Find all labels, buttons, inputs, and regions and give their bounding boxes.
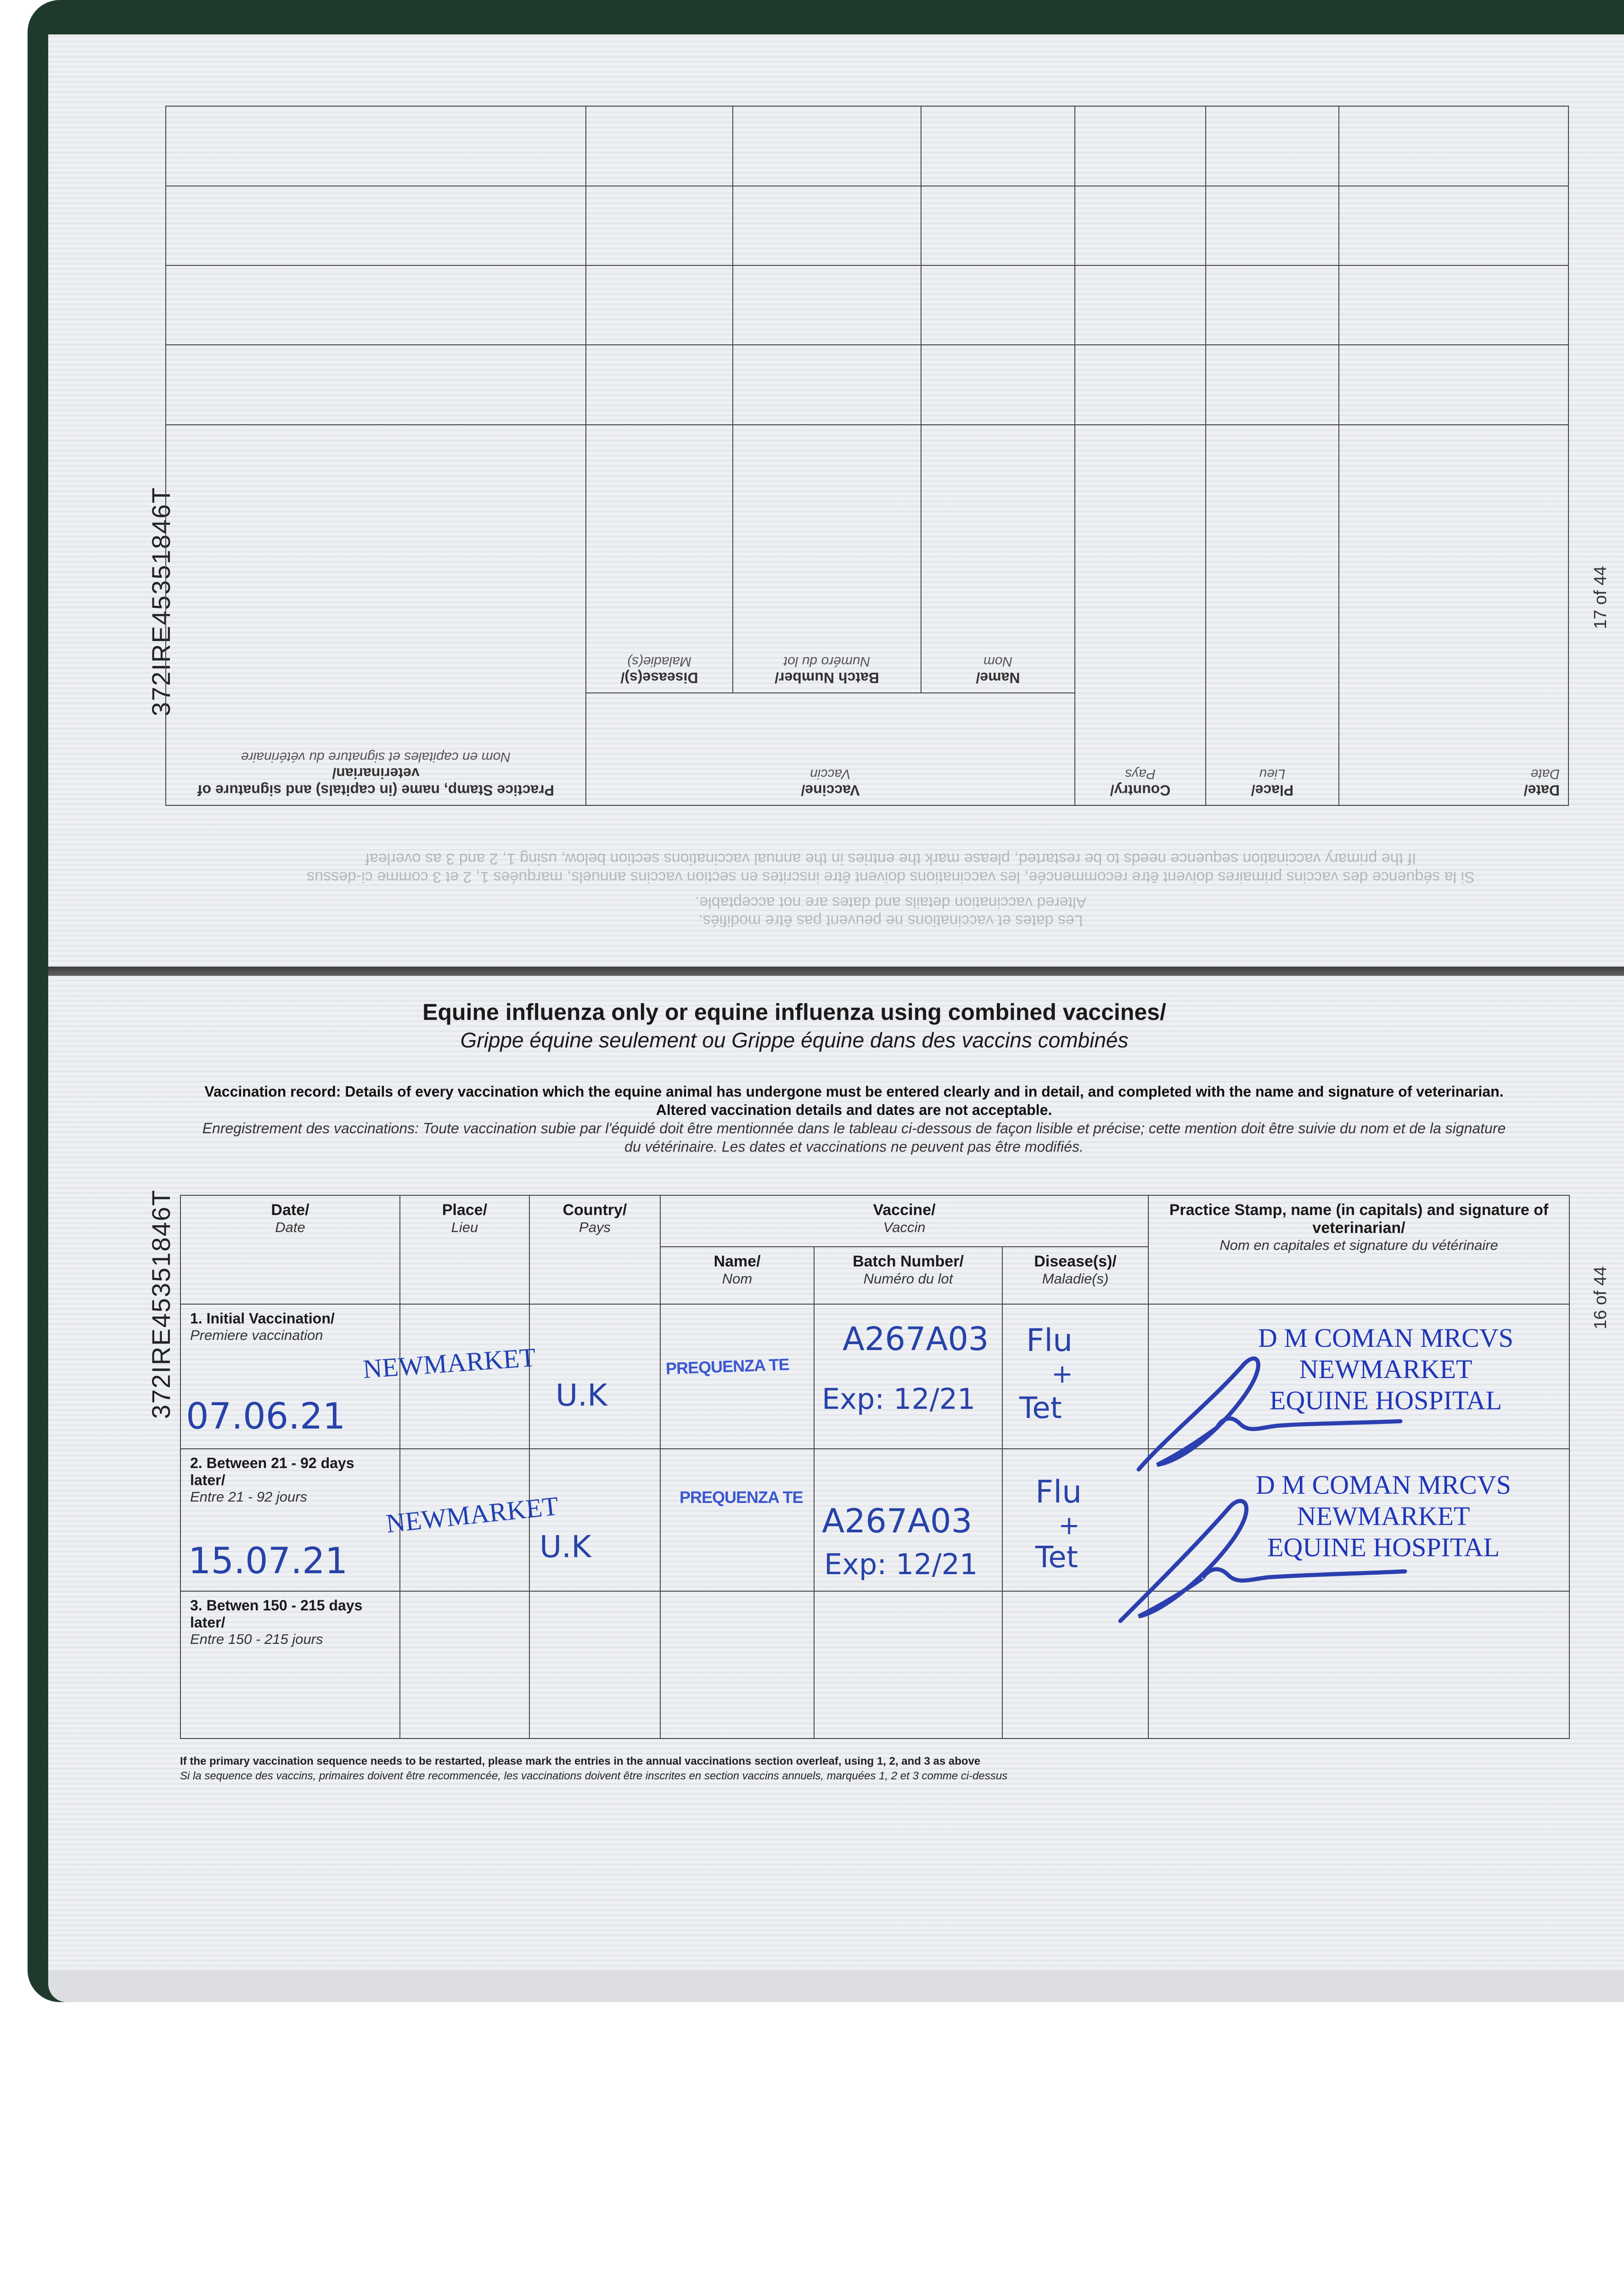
- row2-disease-2: Tet: [1035, 1541, 1078, 1575]
- faint-note-3: Altered vaccination details and dates are not acceptable.: [695, 894, 1087, 911]
- flip-header-vaccine: Vaccine/ Vaccin: [586, 693, 1075, 805]
- row1-country: U.K: [556, 1378, 607, 1413]
- footnote-en: If the primary vaccination sequence needs to be restarted, please mark the entries in the annual vaccinations section overleaf, using 1, 2, and 3 as above: [180, 1755, 981, 1767]
- flip-header-country: Country/ Pays: [1075, 425, 1206, 805]
- flip-header-disease: Disease(s)/ Maladie(s): [586, 425, 733, 693]
- row2-date: 15.07.21: [188, 1541, 348, 1582]
- row2-stamp-line-1: D M COMAN MRCVS: [1256, 1470, 1511, 1500]
- row2-stamp-line-3: EQUINE HOSPITAL: [1267, 1532, 1500, 1562]
- header-date: Date/ Date: [180, 1195, 400, 1304]
- flip-header-batch: Batch Number/ Numéro du lot: [733, 425, 921, 693]
- row2-stamp-line-2: NEWMARKET: [1297, 1501, 1470, 1531]
- instruction-fr-1: Enregistrement des vaccinations: Toute vaccination subie par l'équidé doit être mentionnée dans le tableau ci-dessous de façon lisible et précise; cette mention doit être suivie du nom et de la signature: [202, 1120, 1506, 1137]
- header-country: Country/ Pays: [529, 1195, 660, 1304]
- row1-vaccine-name: PREQUENZA TE: [665, 1355, 790, 1378]
- row1-batch: A267A03: [843, 1320, 989, 1358]
- row2-vet-signature: [1111, 1492, 1460, 1630]
- row2-expiry: Exp: 12/21: [824, 1548, 978, 1581]
- flip-row: [166, 345, 1568, 424]
- scan-margin: [48, 2002, 1624, 2296]
- row-label-cell: 2. Between 21 - 92 days later/ Entre 21 - 92 jours: [180, 1449, 400, 1591]
- header-batch-number: Batch Number/ Numéro du lot: [814, 1247, 1002, 1304]
- header-place: Place/ Lieu: [400, 1195, 529, 1304]
- instruction-fr-2: du vétérinaire. Les dates et vaccinations ne peuvent pas être modifiés.: [624, 1138, 1084, 1155]
- row2-disease-plus: +: [1058, 1511, 1080, 1541]
- footnote-fr: Si la sequence des vaccins, primaires doivent être recommencée, les vaccinations doivent être inscrites en section vaccins annuels, marquées 1, 2 et 3 comme ci-dessus: [180, 1770, 1008, 1782]
- passport-rim: [48, 1970, 1624, 2002]
- row1-disease-2: Tet: [1019, 1391, 1062, 1425]
- flip-header-name: Name/ Nom: [921, 425, 1075, 693]
- row1-stamp-line-2: NEWMARKET: [1299, 1354, 1472, 1384]
- instruction-en-2: Altered vaccination details and dates are not acceptable.: [656, 1102, 1052, 1118]
- row1-place-stamp: NEWMARKET: [362, 1342, 537, 1384]
- row2-disease-1: Flu: [1035, 1474, 1082, 1510]
- row1-disease-1: Flu: [1026, 1322, 1073, 1359]
- row-label-cell: 3. Betwen 150 - 215 days later/ Entre 150 - 215 jours: [180, 1591, 400, 1739]
- flip-row: [166, 106, 1568, 186]
- header-diseases: Disease(s)/ Maladie(s): [1002, 1247, 1148, 1304]
- flip-header-date: Date/ Date: [1339, 425, 1568, 805]
- header-vaccine: Vaccine/ Vaccin: [660, 1195, 1148, 1247]
- flip-header-place: Place/ Lieu: [1206, 425, 1339, 805]
- flip-row: [166, 265, 1568, 345]
- instruction-en-1: Vaccination record: Details of every vaccination which the equine animal has undergone must be entered clearly and in detail, and completed with the name and signature of veterinarian.: [204, 1083, 1504, 1100]
- page-number-top: 17 of 44: [1591, 566, 1610, 629]
- row2-place-stamp: NEWMARKET: [384, 1491, 560, 1539]
- flip-row: [166, 186, 1568, 265]
- row1-date: 07.06.21: [186, 1396, 346, 1437]
- row1-disease-plus: +: [1051, 1359, 1073, 1389]
- row1-expiry: Exp: 12/21: [822, 1382, 976, 1416]
- row2-batch: A267A03: [822, 1502, 972, 1540]
- page-number-bottom: 16 of 44: [1591, 1266, 1610, 1329]
- row2-country: U.K: [539, 1529, 591, 1564]
- section-title: Equine influenza only or equine influenza using combined vaccines/: [422, 999, 1166, 1025]
- faint-note-4: Les dates et vaccinations ne peuvent pas être modifiés.: [698, 912, 1083, 929]
- row1-vet-signature: [1129, 1345, 1460, 1479]
- row1-stamp-line-1: D M COMAN MRCVS: [1258, 1323, 1513, 1353]
- faint-note-1: If the primary vaccination sequence needs to be restarted, please mark the entries in the annual vaccinations section below, using 1, 2 and 3 as overleaf: [365, 850, 1416, 867]
- upside-down-vaccination-table: [180, 106, 1569, 806]
- row2-vaccine-name: PREQUENZA TE: [680, 1488, 803, 1507]
- faint-note-2: Si la séquence des vaccins primaires doivent être recommencée, les vaccinations doivent être inscrites en section vaccins annuels, marquées 1, 2 et 3 comme ci-dessus: [307, 868, 1475, 886]
- row1-stamp-line-3: EQUINE HOSPITAL: [1269, 1385, 1502, 1415]
- header-practice-stamp: Practice Stamp, name (in capitals) and signature of veterinarian/ Nom en capitales et signature du vétérinaire: [1148, 1195, 1569, 1304]
- row-label-cell: 1. Initial Vaccination/ Premiere vaccination: [180, 1304, 400, 1449]
- flip-header-stamp: Practice Stamp, name (in capitals) and signature of veterinarian/ Nom en capitales et signature du vétérinaire: [166, 425, 586, 805]
- document-id-bottom: 372IRE45351846T: [146, 1189, 175, 1419]
- header-vaccine-name: Name/ Nom: [660, 1247, 814, 1304]
- document-id-top: 372IRE45351846T: [146, 486, 175, 716]
- section-subtitle: Grippe équine seulement ou Grippe équine dans des vaccins combinés: [460, 1028, 1129, 1052]
